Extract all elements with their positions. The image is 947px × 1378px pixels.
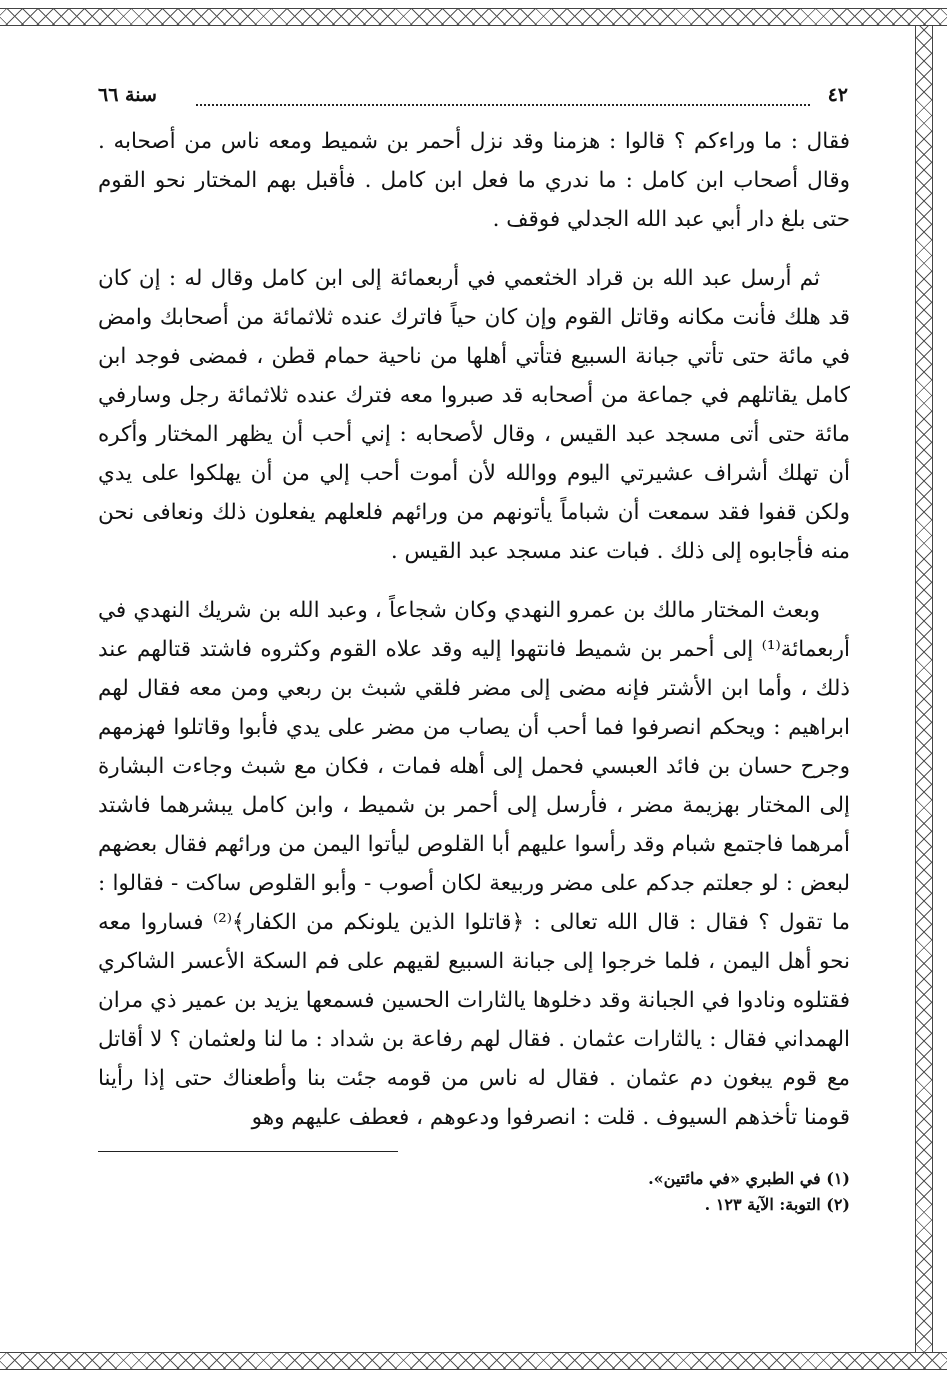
footnote-1: (١) في الطبري «في مائتين».	[648, 1169, 850, 1188]
ornamental-border-bottom	[0, 1352, 947, 1370]
paragraph-3: وبعث المختار مالك بن عمرو النهدي وكان شجاعاً ، وعبد الله بن شريك النهدي في أربعمائة⁽¹⁾ إلى أحمر بن شميط فانتهوا إليه وقد علاه القوم وكثروه فاشتد قتالهم عند ذلك ، وأما ابن الأشتر فإنه مضى إلى مضر فلقي شبث بن ربعي ومن معه فقال لهم ابراهيم : ويحكم انصرفوا فما أحب أن يصاب من مضر على يدي فأبوا وقاتلوا فهزمهم وجرح حسان بن فائد العبسي فحمل إلى أهله فمات ، فكان مع شبث وجاءت البشارة إلى المختار بهزيمة مضر ، فأرسل إلى أحمر بن شميط ، وابن كامل يبشرهما فاشتد أمرهما فاجتمع شبام وقد رأسوا عليهم أبا القلوص ليأتوا اليمن من ورائهم فقال بعضهم لبعض : لو جعلتم جدكم على مضر وربيعة لكان أصوب - وأبو القلوص ساكت - فقالوا : ما تقول ؟ فقال : قال الله تعالى : ﴿قاتلوا الذين يلونكم من الكفار﴾⁽²⁾ فساروا معه نحو أهل اليمن ، فلما خرجوا إلى جبانة السبيع لقيهم على فم السكة الأعسر الشاكري فقتلوه ونادوا في الجبانة وقد دخلوها يالثارات الحسين فسمعها يزيد بن عمير ذي مران الهمداني فقال : يالثارات عثمان . فقال لهم رفاعة بن شداد : ما لنا ولعثمان ؟ لا أقاتل مع قوم يبغون دم عثمان . فقال له ناس من قومه جئت بنا وأطعناك حتى إذا رأينا قومنا تأخذهم السيوف . قلت : انصرفوا ودعوهم ، فعطف عليهم وهو	[98, 598, 850, 1130]
running-head	[98, 78, 850, 118]
page-content	[98, 78, 850, 1218]
paragraph-1: فقال : ما وراءكم ؟ قالوا : هزمنا وقد نزل أحمر بن شميط ومعه ناس من أصحابه . وقال أصحاب ابن كامل : ما ندري ما فعل ابن كامل . فأقبل بهم المختار نحو القوم حتى بلغ دار أبي عبد الله الجدلي فوقف .	[98, 129, 850, 232]
running-head-title: سنة ٦٦	[98, 84, 157, 106]
page-number: ٤٢	[827, 84, 848, 106]
running-head-dotted-rule	[196, 104, 810, 106]
footnote-2: (٢) التوبة: الآية ١٢٣ .	[704, 1195, 850, 1214]
paragraph-2: ثم أرسل عبد الله بن قراد الخثعمي في أربعمائة إلى ابن كامل وقال له : إن كان قد هلك فأنت مكانه وقاتل القوم وإن كان حياً فاترك عنده ثلاثمائة من أصحابك وامض في مائة حتى تأتي جبانة السبيع فتأتي أهلها من ناحية حمام قطن ، فمضى فوجد ابن كامل يقاتلهم في جماعة من أصحابه قد صبروا معه فترك عنده ثلاثمائة رجل وسارفي مائة حتى أتى مسجد عبد القيس ، وقال لأصحابه : إني أحب أن يظهر المختار وأكره أن تهلك أشراف عشيرتي اليوم ووالله لأن أموت أحب إلي من أن يهلكوا على يدي ولكن قفوا فقد سمعت أن شباماً يأتونهم من ورائهم فلعلهم يفعلون ذلك ونعافى نحن منه فأجابوه إلى ذلك . فبات عند مسجد عبد القيس .	[98, 266, 850, 564]
ornamental-border-top	[0, 8, 947, 26]
ornamental-border-right	[915, 26, 933, 1352]
footnote-separator	[98, 1151, 398, 1152]
